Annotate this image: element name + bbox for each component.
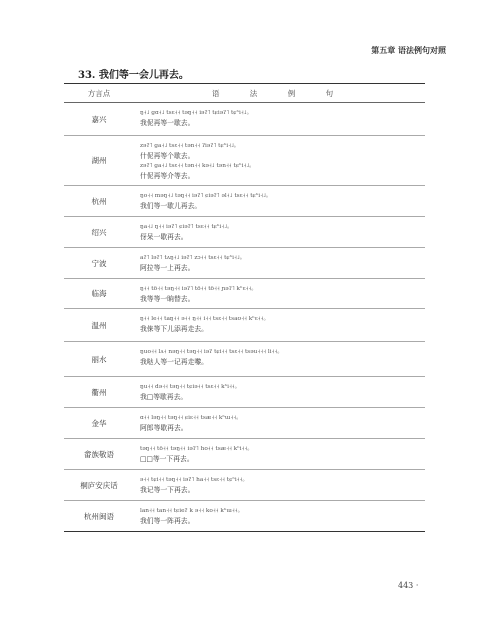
dialect-name: 湖州 [91, 156, 107, 165]
dialect-name: 绍兴 [91, 227, 107, 237]
chinese-sentence: 我俫等下儿添再走去。 [140, 325, 208, 333]
table-row [64, 136, 425, 186]
table-row [64, 309, 425, 342]
dialect-name: 杭州 [91, 196, 107, 206]
phonetic-transcription: ə˧˧ tɕi˧˧ təŋ˧˧ iəʔ˥ ha˧˧ tsɛ˧˧ tɕʰi˧˧。 [140, 477, 249, 483]
table-row [64, 279, 425, 309]
phonetic-transcription: zəʔ˥ ɡa˧˩ tsɛ˧˧ tən˧˧ kə˧˩ tən˧˧ tɕʰi˧˩。 [140, 163, 255, 169]
grammar-table [64, 83, 425, 532]
phonetic-transcription: ŋ˧˩ ɡɑ˧˩ tsɛ˧˧ təŋ˧˧ iəʔ˥ tɕiəʔ˥ tɕʰi˧˩。 [140, 110, 253, 116]
example-cell [134, 217, 425, 247]
table-body [64, 103, 425, 531]
phonetic-transcription: zəʔ˥ ɡa˧˩ tsɛ˧˧ tən˧˧ ʔiəʔ˥ tɕʰi˧˩。 [140, 143, 240, 149]
dialect-name: 畲族敬语 [84, 449, 114, 459]
dialect-name: 丽水 [91, 354, 107, 364]
chinese-sentence: □□等一下再去。 [140, 455, 194, 463]
chinese-sentence: 我们等一歇儿再去。 [140, 202, 202, 210]
dialect-name: 金华 [91, 418, 107, 428]
chinese-sentence: 我们等一阵再去。 [140, 517, 195, 525]
table-row [64, 408, 425, 439]
phonetic-transcription: ŋa˧˩ ŋ˧˧ iəʔ˥ ɕiəʔ˥ tsɛ˧˧ tɕʰi˧˩。 [140, 224, 233, 230]
example-cell [134, 470, 425, 500]
dialect-name: 宁波 [91, 258, 107, 268]
chinese-sentence: 阿郎等歇再去。 [140, 424, 188, 432]
table-row [64, 439, 425, 470]
phonetic-transcription: lan˧˧ tan˧˧ tɕieʔ k ə˧˧ ko˧˧ kʰɯ˧˧。 [140, 508, 244, 514]
chinese-sentence: 什伲再等个歇去。 [140, 152, 195, 160]
phonetic-transcription: ŋu˧˧ də˧˧ təŋ˧˧ tɕiə˧˧ tsɛ˧˧ kʰi˧˧。 [140, 384, 241, 390]
example-cell [134, 186, 425, 216]
phonetic-transcription: ŋo˧˧ məŋ˧˩ təŋ˧˧ iəʔ˥ ɕiəʔ˥ əl˧˩ tsɛ˧˧ tɕʰi˧˩。 [140, 193, 272, 199]
chinese-sentence: 伢呆一歇再去。 [140, 233, 188, 241]
example-cell [134, 248, 425, 278]
dialect-name: 嘉兴 [91, 114, 107, 124]
phonetic-transcription: ŋ˧˧ le˧˧ taŋ˧˧ ə˧˧ ŋ˧˧ i˧˧ tsɛ˧˧ tsaʊ˧˧ kʰɛ˧˧。 [140, 316, 270, 322]
table-row [64, 470, 425, 501]
phonetic-transcription: ɑ˧˧ ləŋ˧˧ təŋ˧˧ ɕiɛ˧˧ tsæ˧˧ kʰɯ˧˧。 [140, 415, 242, 421]
chinese-sentence: 什伲再等介等去。 [140, 172, 195, 180]
table-row [64, 501, 425, 531]
example-cell [134, 342, 425, 376]
dialect-name: 衢州 [91, 387, 107, 397]
dialect-name: 桐庐安庆话 [80, 480, 118, 490]
table-header [64, 84, 425, 103]
dialect-name: 杭州闽语 [84, 511, 114, 521]
chapter-header: 第五章 语法例句对照 [371, 46, 446, 55]
phonetic-transcription: aʔ˥ ləʔ˥ tʌŋ˧˩ iəʔ˥ zɔ˧˧ tsɛ˧˧ tɕʰi˧˩。 [140, 255, 246, 261]
chinese-sentence: 阿拉等一上再去。 [140, 264, 195, 272]
table-row [64, 217, 425, 248]
phonetic-transcription: ŋuo˧˧ lʌ˧ nəŋ˧˧ təŋ˧˧ iəʔ tɕi˧˧ tsɛ˧˧ tsəu˧˧˧ li˧˧。 [140, 349, 284, 355]
example-cell [134, 408, 425, 438]
chinese-sentence: 我哒人等一记再走嚟。 [140, 358, 208, 366]
table-row [64, 186, 425, 217]
chinese-sentence: 我伲再等一歇去。 [140, 119, 195, 127]
table-row [64, 248, 425, 279]
column-header-dialect: 方言点 [87, 88, 111, 98]
dialect-name: 临海 [91, 289, 107, 298]
example-cell [134, 501, 425, 531]
example-cell [134, 377, 425, 407]
dialect-name: 温州 [91, 320, 107, 330]
phonetic-transcription: təŋ˧˧ tö˧˧ təŋ˧˧ iəʔ˥ ho˧˧ tsæ˧˧ kʰi˧˧。 [140, 446, 254, 452]
example-cell [134, 309, 425, 341]
example-cell [134, 103, 425, 135]
page-number: 443 · [398, 581, 419, 590]
section-title: 33. 我们等一会儿再去。 [78, 70, 189, 81]
example-cell [134, 279, 425, 308]
phonetic-transcription: ŋ˧˧ tö˧˧ təŋ˧˧ iəʔ˥ tö˧˧ tö˧˧ ɲəʔ˥ kʰɛ˧˧。 [140, 286, 258, 292]
chinese-sentence: 我等等一晌替去。 [140, 295, 195, 303]
example-cell [134, 439, 425, 469]
table-row [64, 342, 425, 377]
table-row [64, 103, 425, 136]
chinese-sentence: 我记等一下再去。 [140, 486, 195, 494]
column-header-example: 语 法 例 句 [211, 88, 348, 98]
example-cell [134, 136, 425, 185]
table-row [64, 377, 425, 408]
chinese-sentence: 我□等歇再去。 [140, 393, 188, 401]
